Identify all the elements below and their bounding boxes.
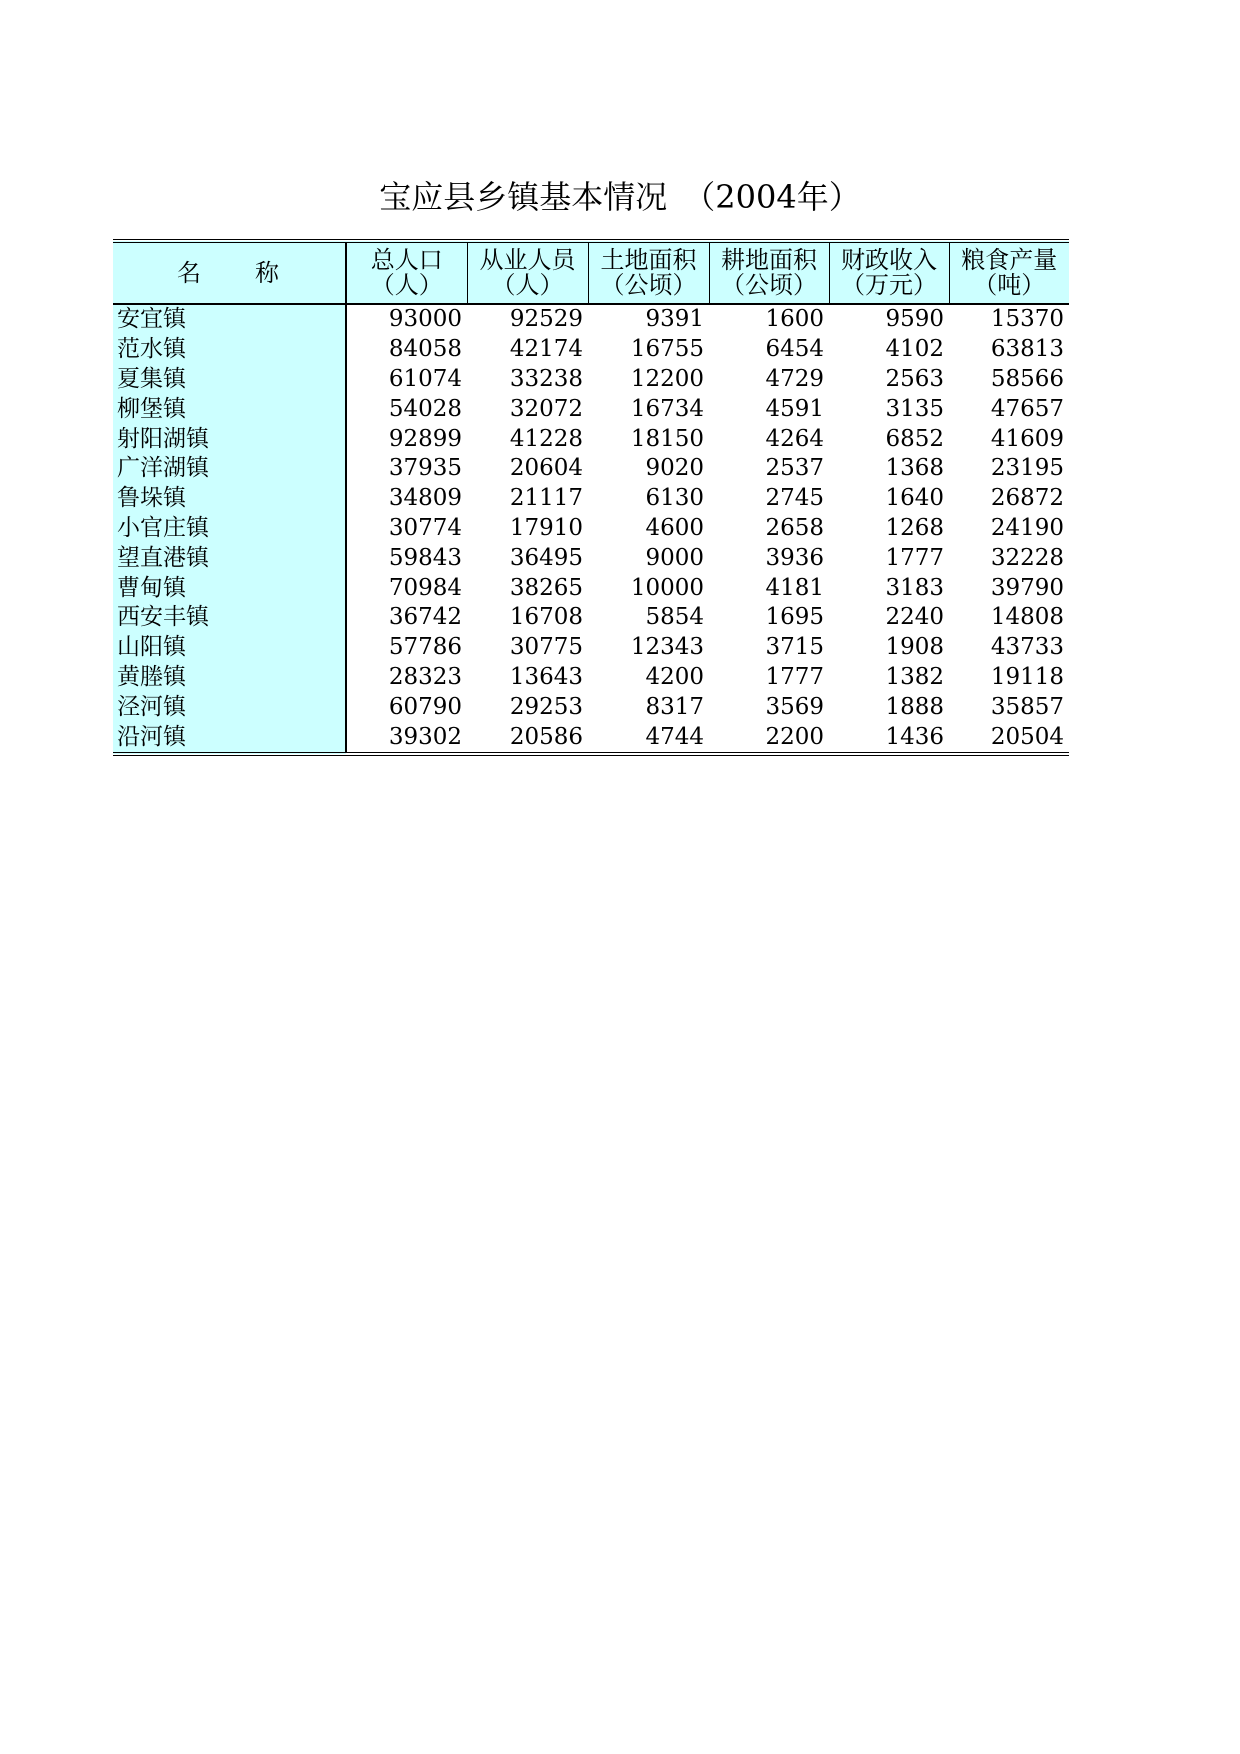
cell-land-area: 8317 bbox=[645, 693, 704, 720]
cell-land-area: 4600 bbox=[645, 514, 704, 541]
cell-employed: 20604 bbox=[509, 455, 583, 482]
cell-fiscal-revenue: 1368 bbox=[885, 455, 944, 482]
table-row bbox=[113, 365, 1069, 395]
table-row bbox=[113, 603, 1069, 633]
cell-population: 61074 bbox=[388, 365, 462, 392]
cell-employed: 42174 bbox=[509, 336, 583, 363]
table-row bbox=[113, 573, 1069, 603]
cell-town-name: 鲁垛镇 bbox=[113, 484, 346, 514]
column-header-land-area bbox=[588, 241, 709, 304]
cell-town-name: 安宜镇 bbox=[113, 304, 346, 335]
cell-land-area: 12343 bbox=[630, 634, 704, 661]
cell-land-area: 4200 bbox=[645, 663, 704, 690]
cell-town-name: 夏集镇 bbox=[113, 365, 346, 395]
cell-employed: 13643 bbox=[509, 663, 583, 690]
column-header-label: 从业人员 bbox=[479, 246, 576, 274]
column-header-employed bbox=[467, 241, 588, 304]
table-row bbox=[113, 424, 1069, 454]
cell-grain-output: 39790 bbox=[990, 574, 1064, 601]
table-row bbox=[113, 722, 1069, 754]
cell-employed: 92529 bbox=[509, 306, 583, 333]
cell-grain-output: 19118 bbox=[990, 663, 1064, 690]
header-row bbox=[113, 241, 1069, 304]
cell-town-name: 西安丰镇 bbox=[113, 603, 346, 633]
cell-population: 84058 bbox=[388, 336, 462, 363]
cell-arable-area: 2658 bbox=[765, 514, 824, 541]
cell-employed: 41228 bbox=[509, 425, 583, 452]
cell-arable-area: 1777 bbox=[765, 663, 824, 690]
cell-grain-output: 47657 bbox=[990, 395, 1064, 422]
cell-town-name: 沿河镇 bbox=[113, 722, 346, 754]
cell-population: 39302 bbox=[346, 722, 467, 754]
cell-population: 30774 bbox=[388, 514, 462, 541]
table-row bbox=[113, 335, 1069, 365]
cell-population: 54028 bbox=[388, 395, 462, 422]
cell-fiscal-revenue: 6852 bbox=[885, 425, 944, 452]
table-row bbox=[113, 484, 1069, 514]
column-header-label: 土地面积 bbox=[600, 246, 697, 274]
cell-town-name: 黄塍镇 bbox=[113, 663, 346, 693]
cell-land-area: 5854 bbox=[645, 604, 704, 631]
cell-arable-area: 1695 bbox=[765, 604, 824, 631]
cell-grain-output: 43733 bbox=[990, 634, 1064, 661]
cell-employed: 20586 bbox=[467, 722, 588, 754]
cell-grain-output: 41609 bbox=[990, 425, 1064, 452]
cell-population: 59843 bbox=[388, 544, 462, 571]
cell-employed: 33238 bbox=[509, 365, 583, 392]
table-row bbox=[113, 394, 1069, 424]
cell-land-area: 12200 bbox=[630, 365, 704, 392]
cell-arable-area: 2537 bbox=[765, 455, 824, 482]
cell-town-name: 射阳湖镇 bbox=[113, 424, 346, 454]
town-statistics-table bbox=[113, 239, 1069, 756]
cell-land-area: 6130 bbox=[645, 485, 704, 512]
column-header-arable-area bbox=[709, 241, 829, 304]
cell-grain-output: 20504 bbox=[949, 722, 1069, 754]
cell-fiscal-revenue: 1382 bbox=[885, 663, 944, 690]
cell-arable-area: 2200 bbox=[709, 722, 829, 754]
column-header-unit: （人） bbox=[491, 271, 564, 299]
table-row bbox=[113, 454, 1069, 484]
cell-population: 70984 bbox=[388, 574, 462, 601]
cell-population: 37935 bbox=[388, 455, 462, 482]
cell-land-area: 18150 bbox=[630, 425, 704, 452]
cell-town-name: 望直港镇 bbox=[113, 543, 346, 573]
column-header-fiscal-revenue bbox=[829, 241, 949, 304]
cell-fiscal-revenue: 9590 bbox=[885, 306, 944, 333]
cell-fiscal-revenue: 1268 bbox=[885, 514, 944, 541]
column-header-unit: （人） bbox=[370, 271, 443, 299]
cell-population: 34809 bbox=[388, 485, 462, 512]
cell-employed: 36495 bbox=[509, 544, 583, 571]
cell-employed: 29253 bbox=[509, 693, 583, 720]
cell-grain-output: 14808 bbox=[990, 604, 1064, 631]
cell-land-area: 16755 bbox=[630, 336, 704, 363]
column-header-label: 耕地面积 bbox=[721, 246, 817, 274]
cell-population: 93000 bbox=[388, 306, 462, 333]
cell-employed: 38265 bbox=[509, 574, 583, 601]
column-header-population bbox=[346, 241, 467, 304]
cell-grain-output: 32228 bbox=[990, 544, 1064, 571]
cell-employed: 32072 bbox=[509, 395, 583, 422]
cell-arable-area: 3936 bbox=[765, 544, 824, 571]
cell-land-area: 9000 bbox=[645, 544, 704, 571]
cell-land-area: 4744 bbox=[588, 722, 709, 754]
cell-arable-area: 3569 bbox=[765, 693, 824, 720]
cell-fiscal-revenue: 1908 bbox=[885, 634, 944, 661]
cell-population: 92899 bbox=[388, 425, 462, 452]
cell-arable-area: 4264 bbox=[765, 425, 824, 452]
cell-town-name: 山阳镇 bbox=[113, 633, 346, 663]
cell-arable-area: 2745 bbox=[765, 485, 824, 512]
table-row bbox=[113, 514, 1069, 544]
cell-town-name: 广洋湖镇 bbox=[113, 454, 346, 484]
cell-fiscal-revenue: 2240 bbox=[885, 604, 944, 631]
cell-land-area: 10000 bbox=[630, 574, 704, 601]
cell-population: 57786 bbox=[388, 634, 462, 661]
cell-employed: 30775 bbox=[509, 634, 583, 661]
cell-employed: 16708 bbox=[509, 604, 583, 631]
cell-arable-area: 4729 bbox=[765, 365, 824, 392]
cell-fiscal-revenue: 2563 bbox=[885, 365, 944, 392]
table-row bbox=[113, 692, 1069, 722]
table-row bbox=[113, 304, 1069, 335]
cell-arable-area: 6454 bbox=[765, 336, 824, 363]
cell-population: 60790 bbox=[388, 693, 462, 720]
page-title: 宝应县乡镇基本情况 （2004年） bbox=[379, 178, 861, 216]
cell-grain-output: 23195 bbox=[990, 455, 1064, 482]
cell-grain-output: 58566 bbox=[990, 365, 1064, 392]
cell-town-name: 小官庄镇 bbox=[113, 514, 346, 544]
cell-grain-output: 35857 bbox=[990, 693, 1064, 720]
cell-grain-output: 26872 bbox=[990, 485, 1064, 512]
cell-grain-output: 24190 bbox=[990, 514, 1064, 541]
column-header-grain-output bbox=[949, 241, 1069, 304]
cell-land-area: 9391 bbox=[645, 306, 704, 333]
cell-land-area: 9020 bbox=[645, 455, 704, 482]
cell-employed: 21117 bbox=[509, 485, 583, 512]
cell-fiscal-revenue: 1777 bbox=[885, 544, 944, 571]
column-header-label: 财政收入 bbox=[841, 246, 937, 274]
cell-town-name: 曹甸镇 bbox=[113, 573, 346, 603]
table-row bbox=[113, 633, 1069, 663]
cell-fiscal-revenue: 1436 bbox=[829, 722, 949, 754]
cell-fiscal-revenue: 3183 bbox=[885, 574, 944, 601]
cell-arable-area: 4591 bbox=[765, 395, 824, 422]
table-row bbox=[113, 543, 1069, 573]
column-header-unit: （公顷） bbox=[721, 271, 817, 299]
cell-employed: 17910 bbox=[509, 514, 583, 541]
column-header-name bbox=[113, 241, 346, 304]
cell-grain-output: 15370 bbox=[990, 306, 1064, 333]
column-header-label: 总人口 bbox=[370, 246, 443, 274]
column-header-unit: （公顷） bbox=[600, 271, 697, 299]
cell-arable-area: 1600 bbox=[765, 306, 824, 333]
cell-population: 28323 bbox=[388, 663, 462, 690]
cell-fiscal-revenue: 1888 bbox=[885, 693, 944, 720]
cell-fiscal-revenue: 1640 bbox=[885, 485, 944, 512]
column-header-label: 粮食产量 bbox=[961, 246, 1058, 274]
cell-fiscal-revenue: 3135 bbox=[885, 395, 944, 422]
cell-fiscal-revenue: 4102 bbox=[885, 336, 944, 363]
cell-arable-area: 3715 bbox=[765, 634, 824, 661]
cell-population: 36742 bbox=[388, 604, 462, 631]
cell-land-area: 16734 bbox=[630, 395, 704, 422]
table-row bbox=[113, 663, 1069, 693]
column-header-unit: （吨） bbox=[973, 271, 1046, 299]
column-header-unit: （万元） bbox=[841, 271, 937, 299]
cell-town-name: 泾河镇 bbox=[113, 692, 346, 722]
cell-town-name: 柳堡镇 bbox=[113, 394, 346, 424]
cell-town-name: 范水镇 bbox=[113, 335, 346, 365]
cell-grain-output: 63813 bbox=[990, 336, 1064, 363]
column-header-label: 名 称 bbox=[177, 258, 281, 287]
cell-arable-area: 4181 bbox=[765, 574, 824, 601]
